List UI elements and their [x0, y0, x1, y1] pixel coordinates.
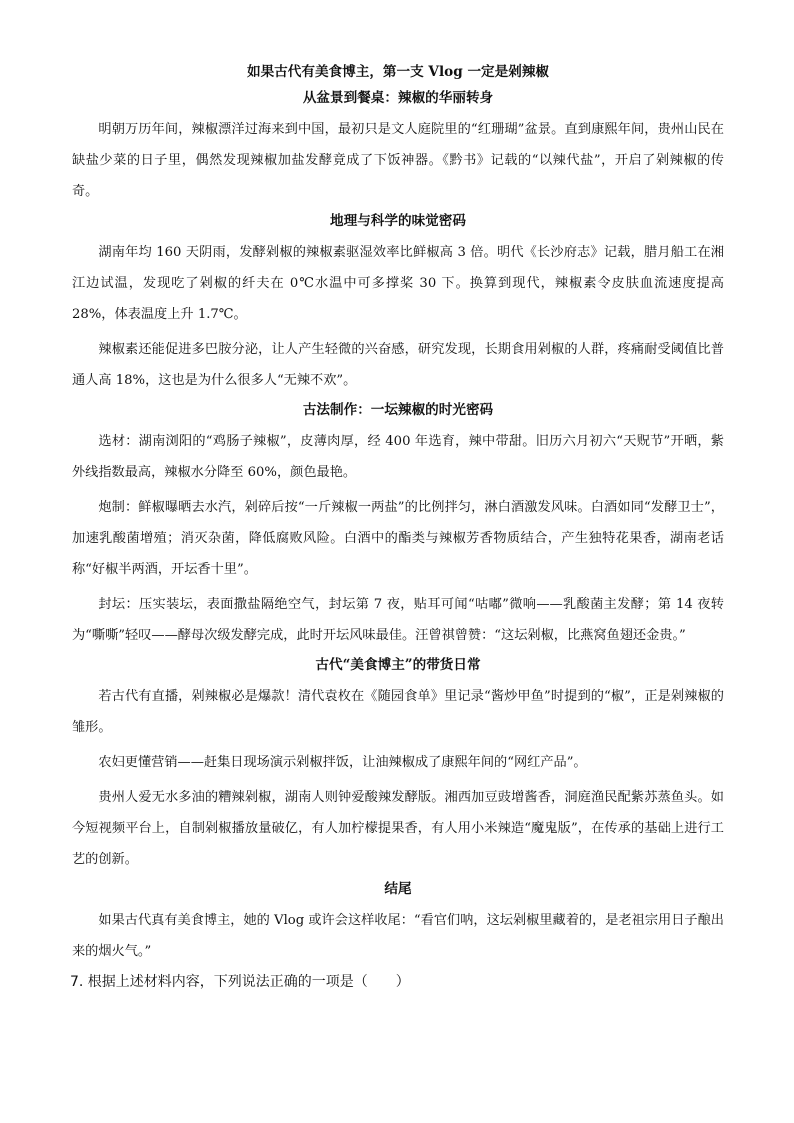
article-title: 如果古代有美食博主，第一支 Vlog 一定是剁辣椒 [246, 64, 550, 80]
paragraph: 若古代有直播，剁辣椒必是爆款！清代袁枚在《随园食单》里记录“酱炒甲鱼”时提到的“椒”，正是剁辣椒的雏形。 [72, 689, 724, 735]
paragraph: 如果古代真有美食博主，她的 Vlog 或许会这样收尾：“看官们呐，这坛剁椒里藏着的，是老祖宗用日子酿出来的烟火气。” [72, 913, 724, 959]
paragraph: 辣椒素还能促进多巴胺分泌，让人产生轻微的兴奋感，研究发现，长期食用剁椒的人群，疼痛耐受阈值比普通人高 18%，这也是为什么很多人“无辣不欢”。 [72, 342, 724, 388]
paragraph: 炮制：鲜椒曝晒去水汽，剁碎后按“一斤辣椒一两盐”的比例拌匀，淋白酒激发风味。白酒如同“发酵卫士”，加速乳酸菌增殖；消灭杂菌，降低腐败风险。白酒中的酯类与辣椒芳香物质结合，产生独特花果香，湖南老话称“好椒半两酒，开坛香十里”。 [72, 500, 724, 577]
section-ending [72, 879, 724, 967]
section-heading: 结尾 [384, 881, 412, 897]
paragraph: 贵州人爱无水多油的糟辣剁椒，湖南人则钟爱酸辣发酵版。湘西加豆豉增酱香，洞庭渔民配紫苏蒸鱼头。如今短视频平台上，自制剁椒播放量破亿，有人加柠檬提果香，有人用小米辣造“魔鬼版”，在传承的基础上进行工艺的创新。 [72, 790, 724, 867]
section-heading: 古代“美食博主”的带货日常 [315, 657, 481, 673]
document-page [72, 56, 724, 993]
section-marketing [72, 655, 724, 875]
section-method [72, 400, 724, 651]
section-heading: 古法制作：一坛辣椒的时光密码 [302, 402, 494, 418]
paragraph: 明朝万历年间，辣椒漂洋过海来到中国，最初只是文人庭院里的“红珊瑚”盆景。直到康熙年间，贵州山民在缺盐少菜的日子里，偶然发现辣椒加盐发酵竟成了下饭神器。《黔书》记载的“以辣代盐”，开启了剁辣椒的传奇。 [72, 122, 724, 199]
paragraph: 选材：湖南浏阳的“鸡肠子辣椒”，皮薄肉厚，经 400 年选育，辣中带甜。旧历六月初六“天贶节”开晒，紫外线指数最高，辣椒水分降至 60%，颜色最艳。 [72, 434, 724, 480]
section-origin [72, 88, 724, 207]
question-7: 7. 根据上述材料内容，下列说法正确的一项是（ ） [70, 974, 410, 990]
paragraph: 湖南年均 160 天阴雨，发酵剁椒的辣椒素驱湿效率比鲜椒高 3 倍。明代《长沙府志》记载，腊月船工在湘江边试温，发现吃了剁椒的纤夫在 0℃水温中可多撑桨 30 下。换算到现代，辣椒素令皮肤血流速度提高 28%，体表温度上升 1.7℃。 [72, 245, 724, 322]
section-science [72, 211, 724, 396]
paragraph: 封坛：压实装坛，表面撒盐隔绝空气，封坛第 7 夜，贴耳可闻“咕嘟”微响——乳酸菌主发酵；第 14 夜转为“嘶嘶”轻叹——酵母次级发酵完成，此时开坛风味最佳。汪曾祺曾赞：“这坛剁椒，比燕窝鱼翅还金贵。” [72, 597, 724, 643]
paragraph: 农妇更懂营销——赶集日现场演示剁椒拌饭，让油辣椒成了康熙年间的“网红产品”。 [98, 755, 587, 770]
section-heading: 从盆景到餐桌：辣椒的华丽转身 [302, 90, 494, 106]
section-heading: 地理与科学的味觉密码 [330, 213, 466, 229]
